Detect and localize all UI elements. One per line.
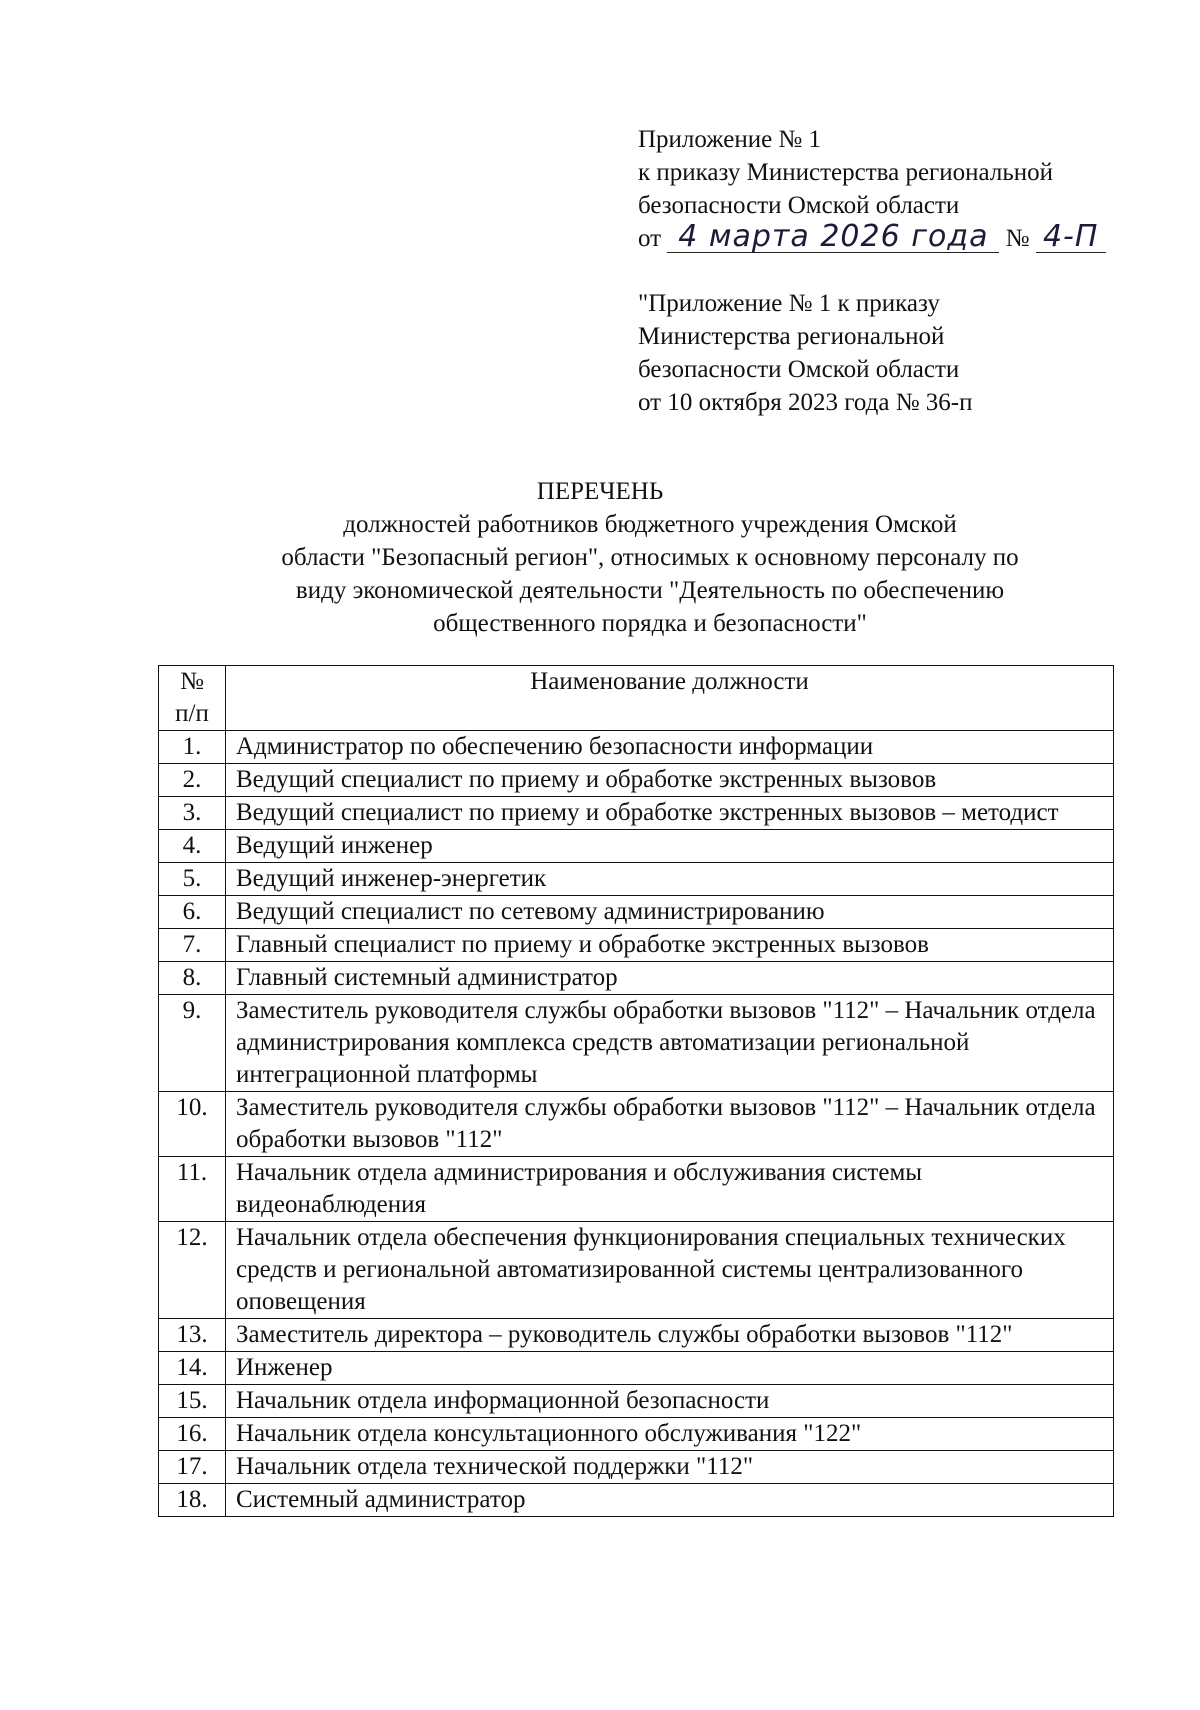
row-number: 15. — [159, 1385, 226, 1418]
row-position-name: Начальник отдела администрирования и обслуживания системы видеонаблюдения — [226, 1157, 1114, 1222]
row-number: 14. — [159, 1352, 226, 1385]
row-position-name: Главный специалист по приему и обработке экстренных вызовов — [226, 929, 1114, 962]
row-number: 2. — [159, 764, 226, 797]
subtitle-line-3: виду экономической деятельности "Деятельность по обеспечению — [295, 577, 1005, 604]
table-row — [159, 1092, 1114, 1157]
row-position-name: Ведущий инженер — [226, 830, 1114, 863]
table-row — [159, 995, 1114, 1092]
appendix-date-line — [638, 219, 1158, 255]
previous-line-2: Министерства региональной — [638, 323, 945, 350]
row-number: 7. — [159, 929, 226, 962]
row-position-name: Ведущий специалист по приему и обработке экстренных вызовов — [226, 764, 1114, 797]
handwritten-date: 4 марта 2026 года — [678, 219, 989, 254]
table-row — [159, 731, 1114, 764]
handwritten-number: 4-П — [1042, 219, 1099, 254]
row-position-name: Начальник отдела технической поддержки "112" — [226, 1451, 1114, 1484]
row-number: 3. — [159, 797, 226, 830]
from-label: от — [638, 225, 662, 252]
row-number: 16. — [159, 1418, 226, 1451]
previous-order-reference — [638, 287, 1158, 419]
table-row — [159, 1418, 1114, 1451]
row-position-name: Начальник отдела консультационного обслуживания "122" — [226, 1418, 1114, 1451]
row-number: 10. — [159, 1092, 226, 1157]
row-position-name: Начальник отдела информационной безопасности — [226, 1385, 1114, 1418]
table-row — [159, 1352, 1114, 1385]
header-num: № п/п — [159, 666, 226, 731]
table-row — [159, 830, 1114, 863]
table-row — [159, 1385, 1114, 1418]
title-text: ПЕРЕЧЕНЬ — [536, 478, 664, 505]
document-title — [0, 475, 1200, 508]
table-row — [159, 1157, 1114, 1222]
row-number: 17. — [159, 1451, 226, 1484]
row-position-name: Ведущий специалист по приему и обработке экстренных вызовов – методист — [226, 797, 1114, 830]
row-position-name: Главный системный администратор — [226, 962, 1114, 995]
document-subtitle — [200, 508, 1100, 640]
table-row — [159, 962, 1114, 995]
previous-line-4: от 10 октября 2023 года № 36-п — [638, 389, 973, 416]
row-number: 18. — [159, 1484, 226, 1517]
row-position-name: Начальник отдела обеспечения функционирования специальных технических средств и региональной автоматизированной системы централизованного оповещения — [226, 1222, 1114, 1319]
row-number: 6. — [159, 896, 226, 929]
row-position-name: Ведущий инженер-энергетик — [226, 863, 1114, 896]
appendix-header — [638, 123, 1158, 255]
row-number: 4. — [159, 830, 226, 863]
row-position-name: Системный администратор — [226, 1484, 1114, 1517]
number-label: № — [1005, 225, 1030, 252]
table-body — [159, 731, 1114, 1517]
row-position-name: Заместитель руководителя службы обработки вызовов "112" – Начальник отдела администрирования комплекса средств автоматизации региональной интеграционной платформы — [226, 995, 1114, 1092]
row-position-name: Ведущий специалист по сетевому администрированию — [226, 896, 1114, 929]
table-row — [159, 863, 1114, 896]
previous-line-3: безопасности Омской области — [638, 356, 960, 383]
table-row — [159, 797, 1114, 830]
row-number: 13. — [159, 1319, 226, 1352]
row-number: 9. — [159, 995, 226, 1092]
positions-table — [158, 665, 1114, 1517]
table-row — [159, 1319, 1114, 1352]
appendix-line-1: Приложение № 1 — [638, 126, 822, 153]
table-row — [159, 1222, 1114, 1319]
table-row — [159, 764, 1114, 797]
row-number: 1. — [159, 731, 226, 764]
row-position-name: Заместитель директора – руководитель службы обработки вызовов "112" — [226, 1319, 1114, 1352]
table-row — [159, 929, 1114, 962]
appendix-line-3: безопасности Омской области — [638, 192, 960, 219]
table-row — [159, 896, 1114, 929]
table-row — [159, 1484, 1114, 1517]
previous-line-1: "Приложение № 1 к приказу — [638, 290, 940, 317]
table-row — [159, 1451, 1114, 1484]
date-field — [667, 219, 999, 254]
header-name: Наименование должности — [226, 666, 1114, 731]
row-position-name: Заместитель руководителя службы обработки вызовов "112" – Начальник отдела обработки вызовов "112" — [226, 1092, 1114, 1157]
row-number: 8. — [159, 962, 226, 995]
subtitle-line-4: общественного порядка и безопасности" — [433, 610, 867, 637]
appendix-line-2: к приказу Министерства региональной — [638, 159, 1054, 186]
row-number: 5. — [159, 863, 226, 896]
subtitle-line-2: области "Безопасный регион", относимых к основному персоналу по — [281, 544, 1019, 571]
number-field — [1036, 219, 1106, 254]
row-position-name: Администратор по обеспечению безопасности информации — [226, 731, 1114, 764]
table-header-row — [159, 666, 1114, 731]
subtitle-line-1: должностей работников бюджетного учреждения Омской — [343, 511, 957, 538]
row-position-name: Инженер — [226, 1352, 1114, 1385]
row-number: 12. — [159, 1222, 226, 1319]
row-number: 11. — [159, 1157, 226, 1222]
